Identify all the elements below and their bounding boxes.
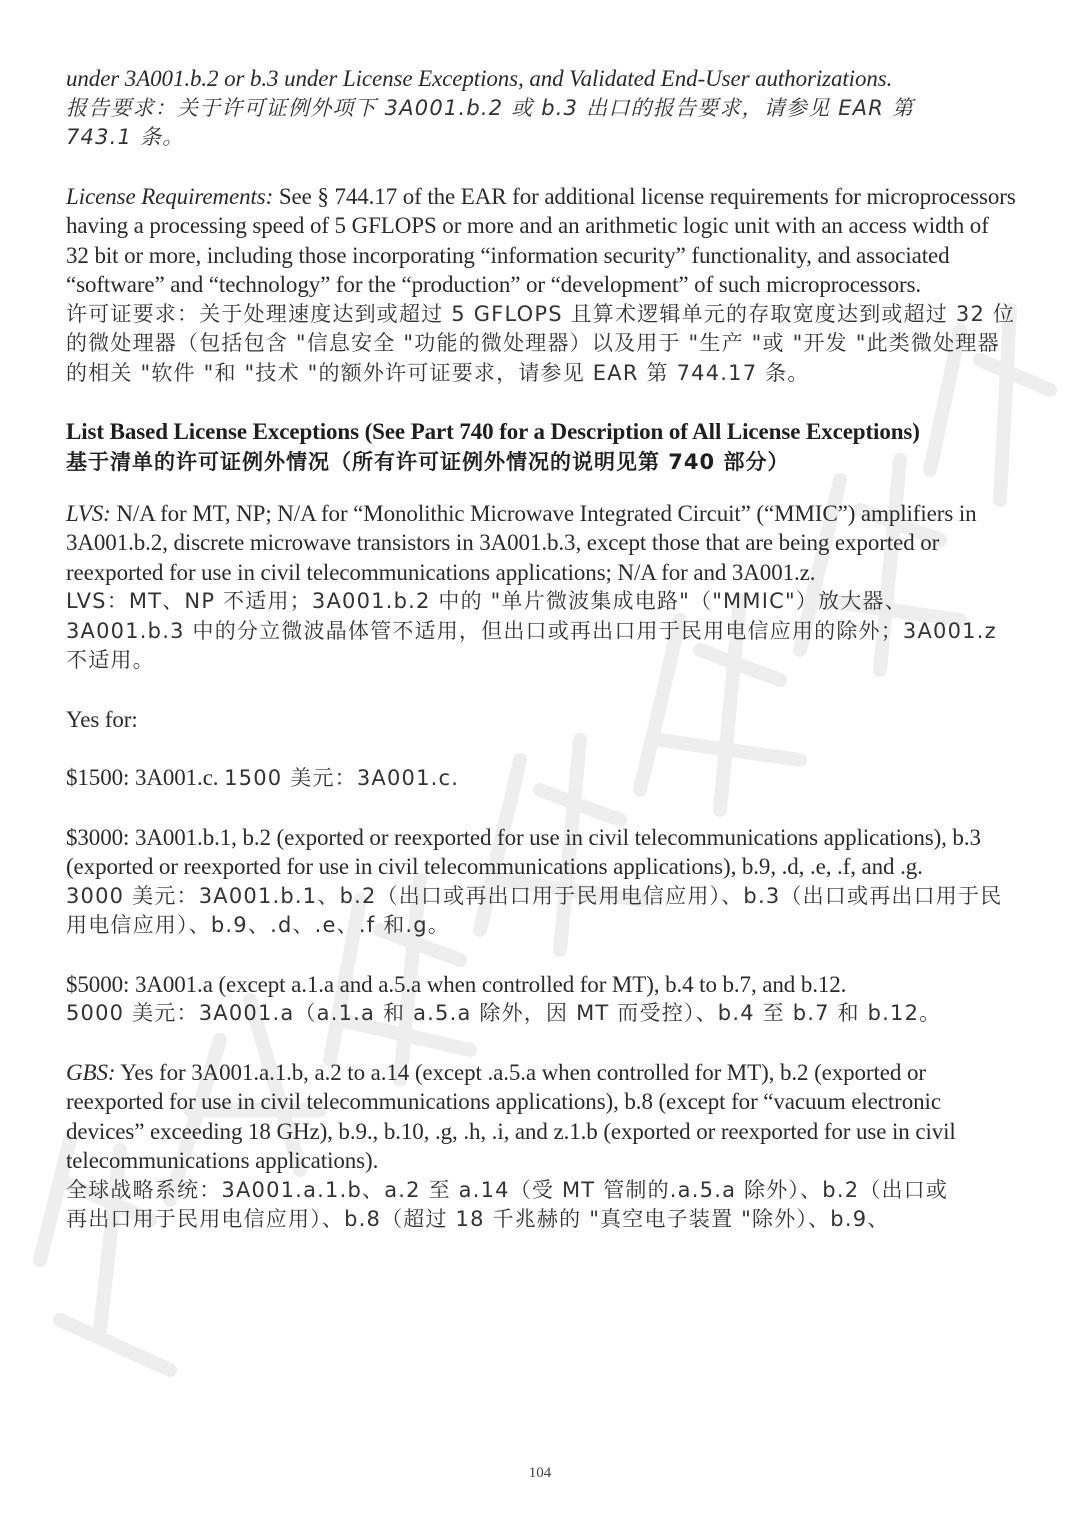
usd3000-en: $3000: 3A001.b.1, b.2 (exported or reexported for use in civil telecommunications applications), b.3 (exported or reexported for use in civil telecommunications applications), b.9, .d, .e, .f, and .g. [66, 824, 981, 879]
usd1500-en: $1500: 3A001.c. [66, 765, 219, 790]
license-requirements-zh: 许可证要求：关于处理速度达到或超过 5 GFLOPS 且算术逻辑单元的存取宽度达到或超过 32 位的微处理器（包括包含 "信息安全 "功能的微处理器）以及用于 "生产 "或 "开发 "此类微处理器的相关 "软件 "和 "技术 "的额外许可证要求，请参见 EAR 第 744.17 条。 [66, 301, 1016, 385]
yes-for: Yes for: [66, 706, 138, 732]
usd1500-zh: 1500 美元：3A001.c. [224, 766, 460, 790]
license-requirements-en [66, 182, 1016, 300]
usd5000-zh: 5000 美元：3A001.a（a.1.a 和 a.5.a 除外，因 MT 而受控）、b.4 至 b.7 和 b.12。 [66, 1001, 942, 1025]
gbs-zh-line2: 再出口用于民用电信应用）、b.8（超过 18 千兆赫的 "真空电子装置 "除外）、b.9、 [66, 1207, 890, 1231]
list-based-heading-zh: 基于清单的许可证例外情况（所有许可证例外情况的说明见第 740 部分） [66, 449, 790, 474]
gbs-label: GBS: [66, 1059, 116, 1085]
license-requirements-text: See § 744.17 of the EAR for additional license requirements for microprocessors having a processing speed of 5 GFLOPS or more and an arithmetic logic unit with an access width of 32 bit or more, including those incorporating “information security” functionality, and associated “software” and “technology” for the “production” or “development” of such microprocessors. [66, 183, 1016, 297]
page-body [66, 64, 1016, 1235]
usd5000-en: $5000: 3A001.a (except a.1.a and a.5.a when controlled for MT), b.4 to b.7, and b.12. [66, 971, 847, 997]
gbs-zh-line1: 全球战略系统：3A001.a.1.b、a.2 至 a.14（受 MT 管制的.a.5.a 除外）、b.2（出口或 [66, 1177, 949, 1202]
license-requirements-label: License Requirements: [66, 183, 274, 209]
gbs-en [66, 1058, 1016, 1176]
lvs-en [66, 499, 1016, 588]
gbs-text: Yes for 3A001.a.1.b, a.2 to a.14 (except .a.5.a when controlled for MT), b.2 (exported or reexported for use in civil telecommunications applications), b.8 (except for “vacuum electronic devices” exceeding 18 GHz), b.9., b.10, .g, .h, .i, and z.1.b (exported or reexported for use in civil telecommunications applications). [66, 1059, 956, 1173]
reporting-en: under 3A001.b.2 or b.3 under License Exceptions, and Validated End-User authorizations. [66, 66, 893, 91]
list-based-heading-en: List Based License Exceptions (See Part 740 for a Description of All License Exceptions) [66, 419, 920, 444]
page-number: 104 [528, 1465, 552, 1481]
usd3000-zh: 3000 美元：3A001.b.1、b.2（出口或再出口用于民用电信应用）、b.3（出口或再出口用于民用电信应用）、b.9、.d、.e、.f 和.g。 [66, 883, 1003, 937]
lvs-text: N/A for MT, NP; N/A for “Monolithic Microwave Integrated Circuit” (“MMIC”) amplifiers in 3A001.b.2, discrete microwave transistors in 3A001.b.3, except those that are being exported or reexported for use in civil telecommunications applications; N/A for and 3A001.z. [66, 500, 977, 585]
reporting-zh-line2: 743.1 条。 [66, 125, 185, 149]
lvs-zh: LVS：MT、NP 不适用；3A001.b.2 中的 "单片微波集成电路"（"MMIC"）放大器、3A001.b.3 中的分立微波晶体管不适用，但出口或再出口用于民用电信应用的除外；3A001.z 不适用。 [66, 589, 997, 672]
usd1500-line [66, 763, 1016, 794]
lvs-label: LVS: [66, 500, 111, 526]
reporting-zh-line1: 报告要求：关于许可证例外项下 3A001.b.2 或 b.3 出口的报告要求，请参见 EAR 第 [66, 95, 915, 120]
